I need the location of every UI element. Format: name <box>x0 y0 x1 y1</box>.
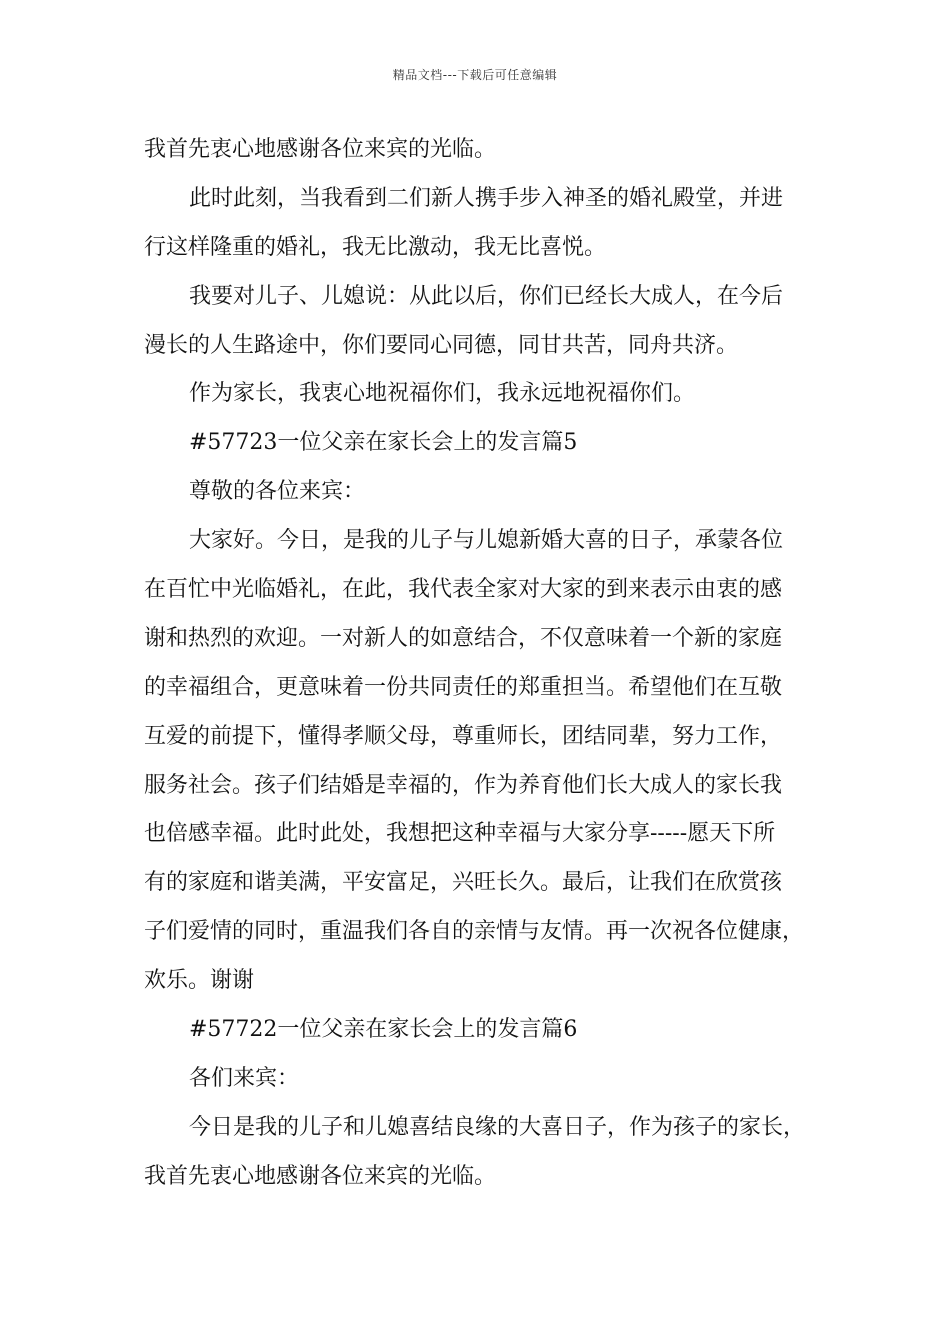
text-line: 也倍感幸福。此时此处，我想把这种幸福与大家分享-----愿天下所 <box>144 821 776 847</box>
text-line: 行这样隆重的婚礼，我无比激动，我无比喜悦。 <box>144 234 607 260</box>
text-line: 谢和热烈的欢迎。一对新人的如意结合，不仅意味着一个新的家庭 <box>144 625 783 651</box>
text-line: 我首先衷心地感谢各位来宾的光临。 <box>144 1163 497 1189</box>
text-line: 有的家庭和谐美满，平安富足，兴旺长久。最后，让我们在欣赏孩 <box>144 870 783 896</box>
paragraph <box>144 419 824 468</box>
text-line: 各们来宾： <box>189 1065 300 1091</box>
paragraph <box>144 1055 824 1104</box>
text-line: 服务社会。孩子们结婚是幸福的，作为养育他们长大成人的家长我 <box>144 772 783 798</box>
text-line: 漫长的人生路途中，你们要同心同德，同甘共苦，同舟共济。 <box>144 332 739 358</box>
text-line: 今日是我的儿子和儿媳喜结良缘的大喜日子，作为孩子的家长， <box>189 1114 806 1140</box>
paragraph <box>144 175 824 273</box>
text-line: 此时此刻，当我看到二们新人携手步入神圣的婚礼殿堂，并进 <box>189 185 784 211</box>
paragraph <box>144 517 824 1006</box>
text-line: #57723一位父亲在家长会上的发言篇5 <box>189 430 578 456</box>
paragraph <box>144 370 824 419</box>
document-body <box>144 126 824 1202</box>
text-line: 的幸福组合，更意味着一份共同责任的郑重担当。希望他们在互敬 <box>144 674 783 700</box>
paragraph <box>144 273 824 371</box>
text-line: 作为家长，我衷心地祝福你们，我永远地祝福你们。 <box>189 381 696 407</box>
paragraph <box>144 1104 824 1202</box>
text-line: 欢乐。谢谢 <box>144 968 255 994</box>
paragraph <box>144 468 824 517</box>
paragraph <box>144 126 824 175</box>
text-line: 尊敬的各位来宾： <box>189 479 366 505</box>
text-line: 子们爱情的同时，重温我们各自的亲情与友情。再一次祝各位健康， <box>144 919 805 945</box>
page-header: 精品文档---下载后可任意编辑 <box>392 68 558 82</box>
text-line: 我要对儿子、儿媳说：从此以后，你们已经长大成人，在今后 <box>189 283 784 309</box>
text-line: 在百忙中光临婚礼，在此，我代表全家对大家的到来表示由衷的感 <box>144 577 783 603</box>
text-line: 大家好。今日，是我的儿子与儿媳新婚大喜的日子，承蒙各位 <box>189 528 784 554</box>
text-line: 互爱的前提下，懂得孝顺父母，尊重师长，团结同辈，努力工作， <box>144 723 783 749</box>
paragraph <box>144 1006 824 1055</box>
text-line: #57722一位父亲在家长会上的发言篇6 <box>189 1017 578 1043</box>
text-line: 我首先衷心地感谢各位来宾的光临。 <box>144 137 497 162</box>
